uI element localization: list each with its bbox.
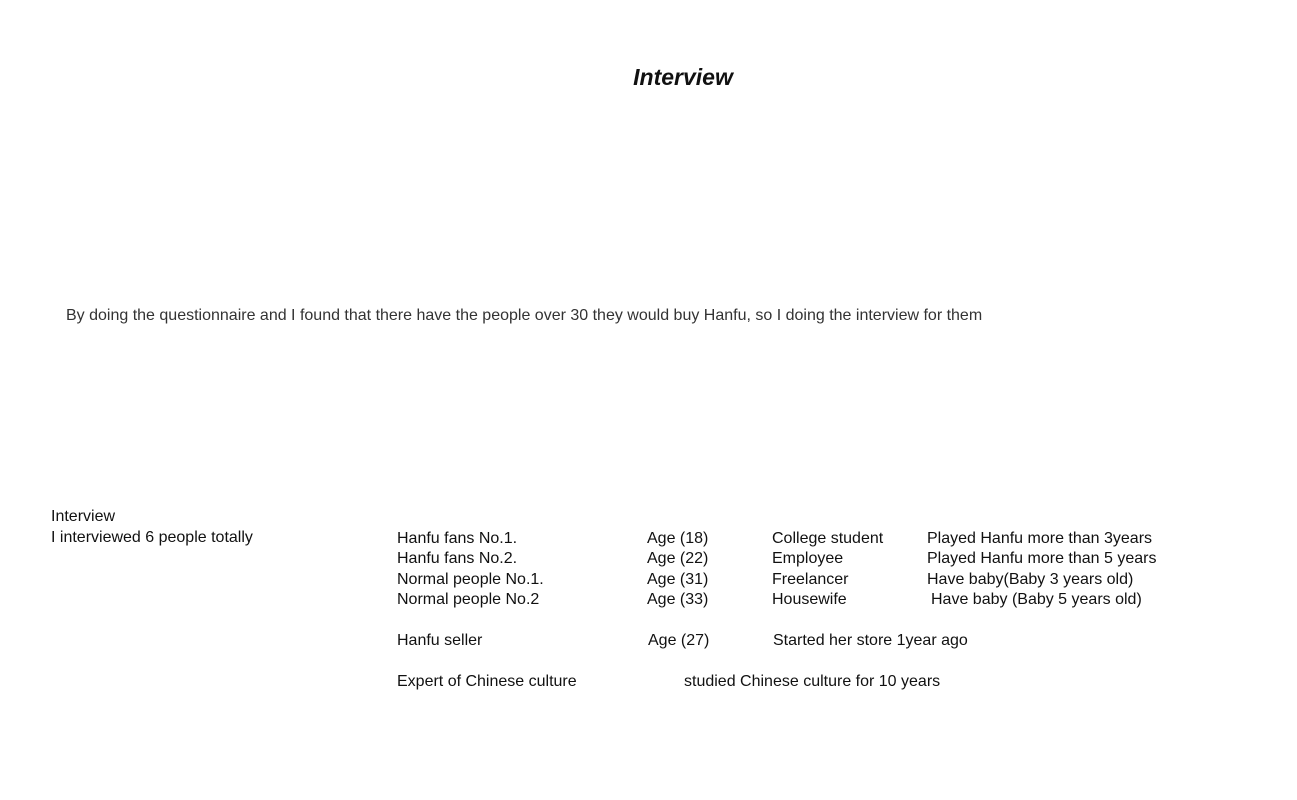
interviewee-age: Age (22) [647, 550, 709, 567]
interviewee-name: Normal people No.1. [397, 571, 544, 588]
interviewee-name: Hanfu fans No.2. [397, 550, 518, 567]
interviewee-note: Have baby(Baby 3 years old) [927, 571, 1134, 588]
interviewee-age: Age (33) [647, 591, 709, 608]
expert-note: studied Chinese culture for 10 years [684, 673, 941, 690]
interviewee-note: Played Hanfu more than 5 years [927, 550, 1157, 567]
interviewee-name: Hanfu fans No.1. [397, 530, 518, 547]
seller-name: Hanfu seller [397, 632, 483, 649]
seller-age: Age (27) [648, 632, 710, 649]
interviewee-name: Normal people No.2 [397, 591, 540, 608]
intro-paragraph: By doing the questionnaire and I found that there have the people over 30 they would buy Hanfu, so I doing the interview for them [66, 307, 983, 324]
interviewee-role: Employee [772, 550, 844, 567]
seller-note: Started her store 1year ago [773, 632, 968, 649]
interviewee-role: Freelancer [772, 571, 849, 588]
interviewee-role: Housewife [772, 591, 847, 608]
interviewee-age: Age (18) [647, 530, 709, 547]
interviewee-role: College student [772, 530, 884, 547]
page-title: Interview [633, 64, 733, 90]
expert-name: Expert of Chinese culture [397, 673, 577, 690]
interviewee-age: Age (31) [647, 571, 709, 588]
interviewee-note: Have baby (Baby 5 years old) [931, 591, 1142, 608]
interviewee-note: Played Hanfu more than 3years [927, 530, 1153, 547]
section-summary: I interviewed 6 people totally [51, 529, 253, 546]
section-heading: Interview [51, 508, 116, 525]
